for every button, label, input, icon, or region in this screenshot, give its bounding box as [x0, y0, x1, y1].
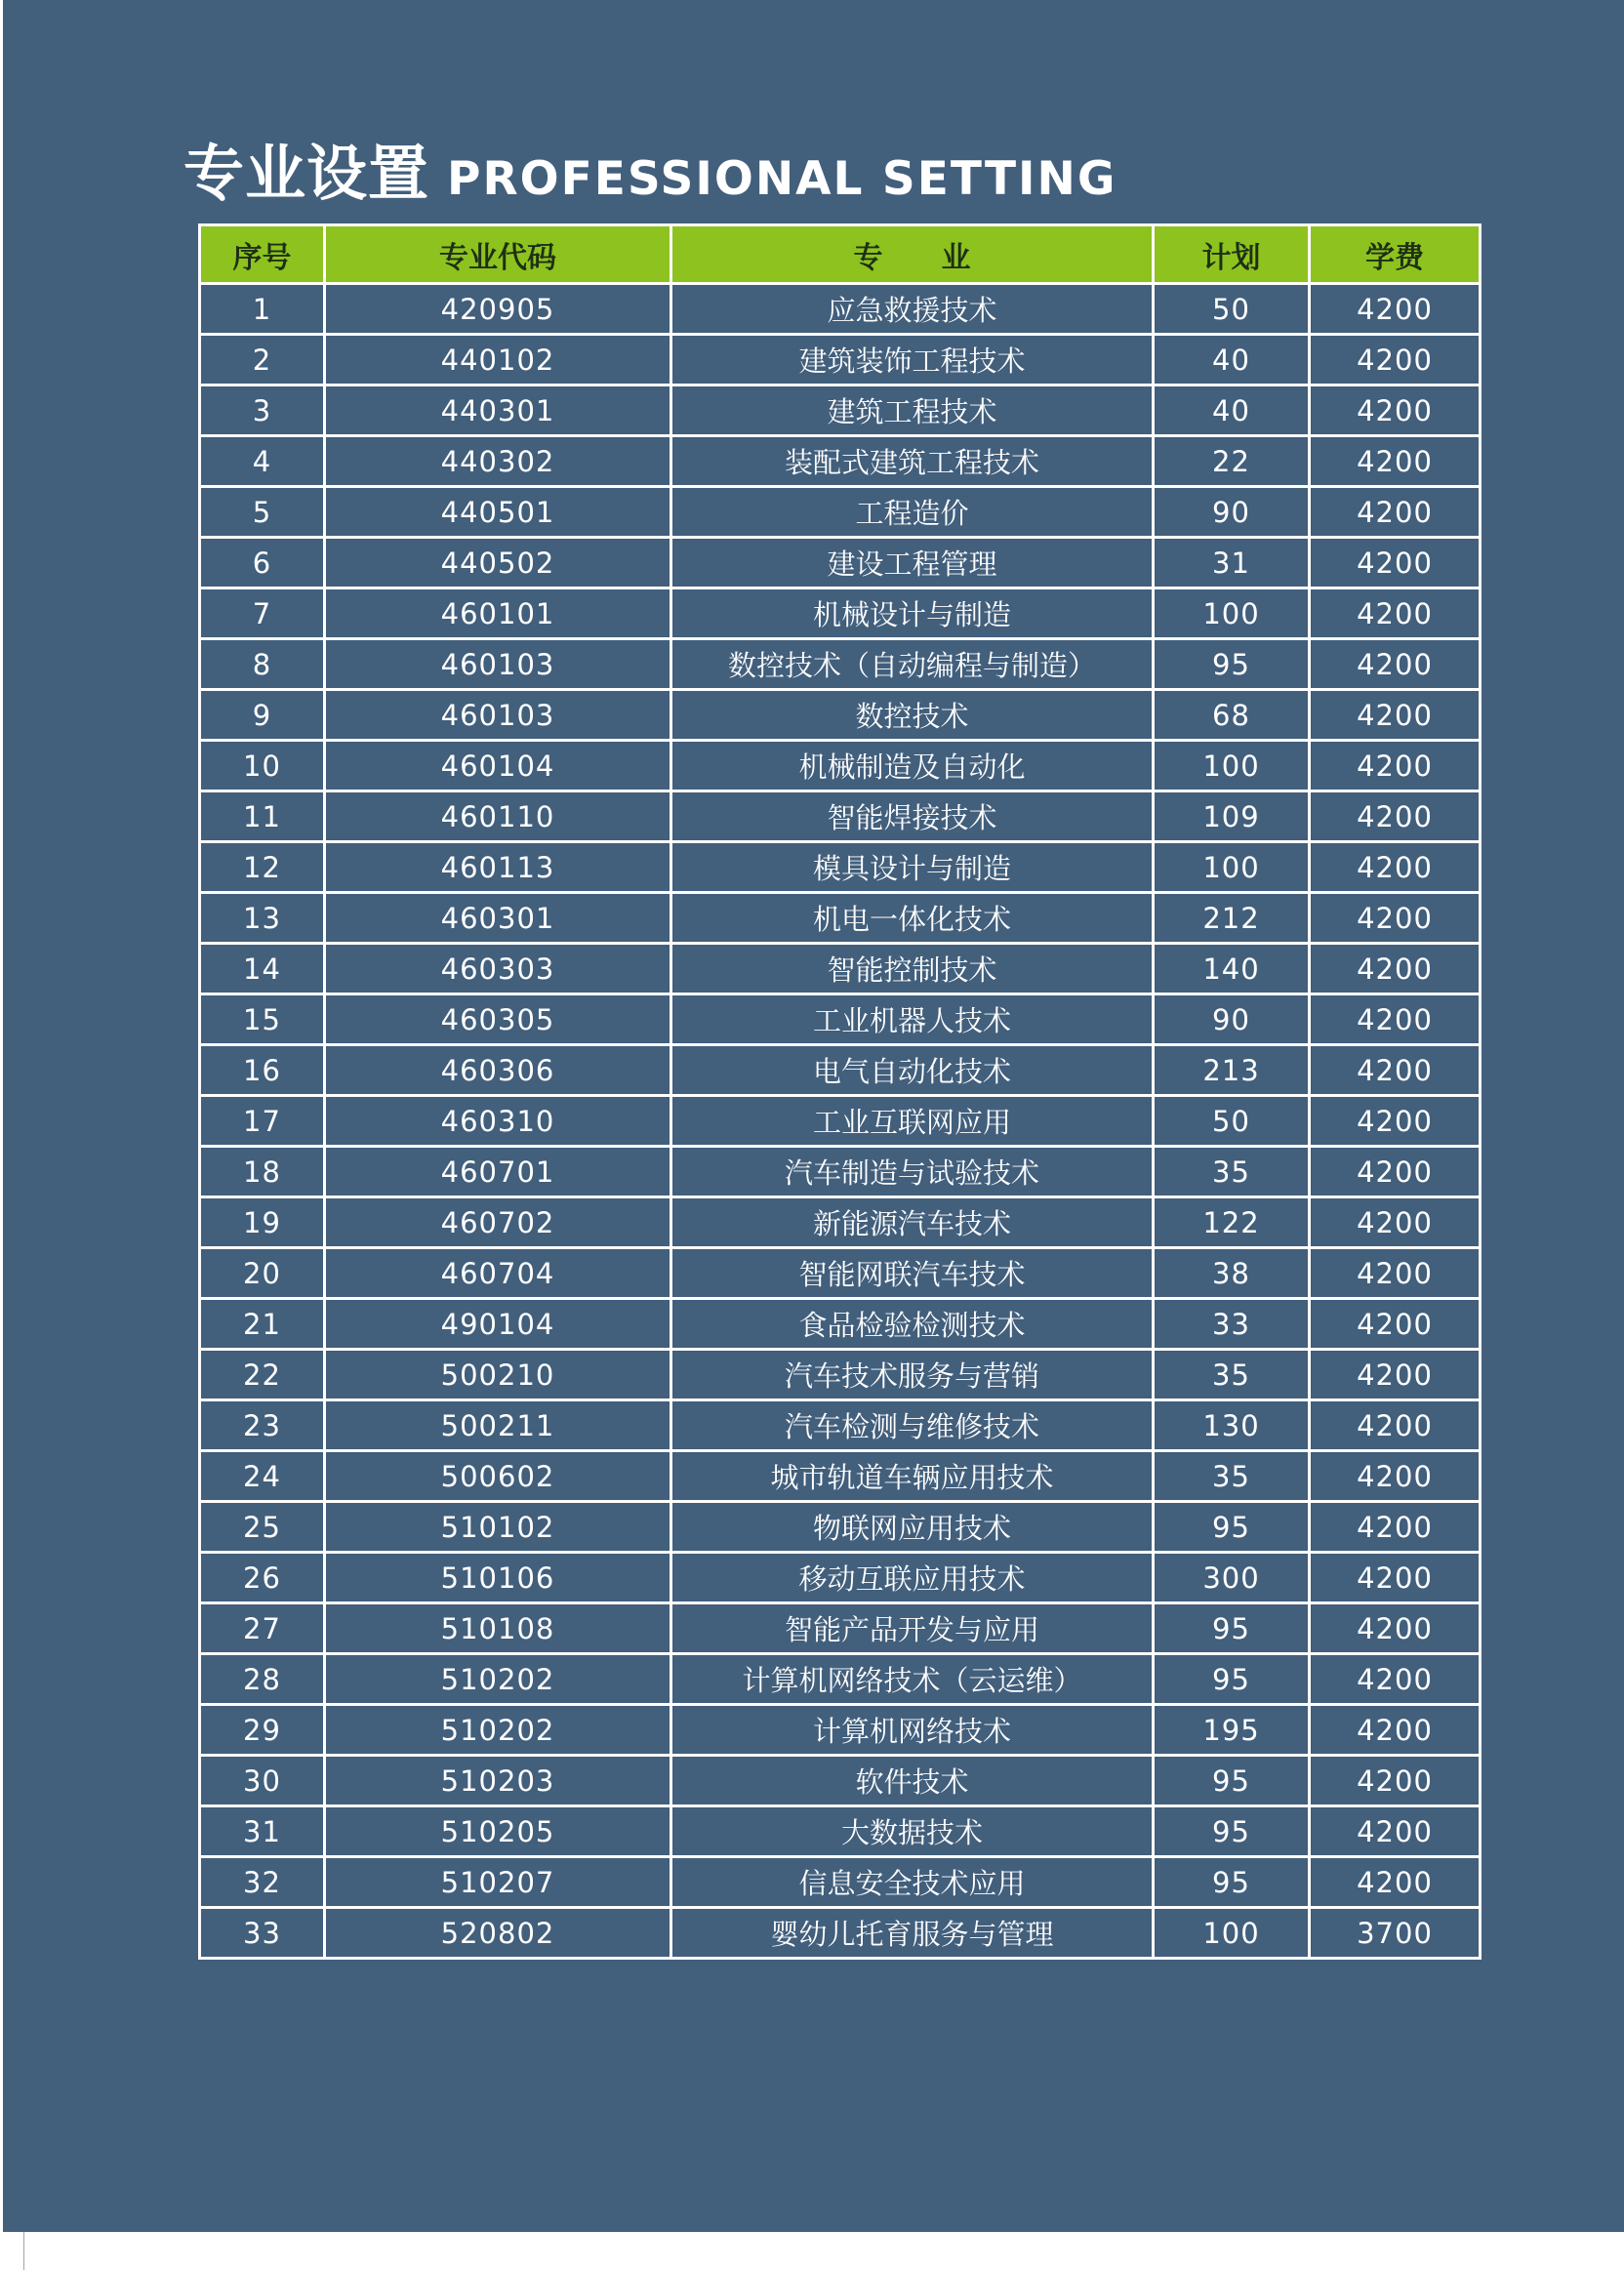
cell-major: 建设工程管理	[671, 538, 1154, 588]
cell-tuition: 4200	[1310, 385, 1481, 436]
cell-code: 420905	[325, 284, 671, 335]
table-row	[200, 791, 1481, 842]
cell-plan: 33	[1154, 1299, 1310, 1350]
cell-plan: 95	[1154, 639, 1310, 690]
table-row	[200, 1654, 1481, 1705]
cell-tuition: 4200	[1310, 284, 1481, 335]
cell-tuition: 4200	[1310, 1502, 1481, 1553]
cell-code: 500602	[325, 1451, 671, 1502]
cell-major: 汽车技术服务与营销	[671, 1350, 1154, 1400]
cell-tuition: 4200	[1310, 893, 1481, 944]
cell-major: 软件技术	[671, 1756, 1154, 1806]
cell-tuition: 4200	[1310, 1806, 1481, 1857]
cell-major: 大数据技术	[671, 1806, 1154, 1857]
title-chinese: 专业设置	[183, 138, 430, 209]
cell-major: 新能源汽车技术	[671, 1197, 1154, 1248]
cell-index: 17	[200, 1096, 325, 1147]
cell-tuition: 4200	[1310, 588, 1481, 639]
cell-major: 婴幼儿托育服务与管理	[671, 1908, 1154, 1959]
cell-tuition: 4200	[1310, 1756, 1481, 1806]
table-row	[200, 1705, 1481, 1756]
cell-index: 21	[200, 1299, 325, 1350]
cell-code: 460103	[325, 639, 671, 690]
cell-plan: 130	[1154, 1400, 1310, 1451]
cell-tuition: 4200	[1310, 1096, 1481, 1147]
table-row	[200, 944, 1481, 994]
cell-tuition: 4200	[1310, 842, 1481, 893]
cell-plan: 95	[1154, 1603, 1310, 1654]
table-row	[200, 1299, 1481, 1350]
cell-plan: 300	[1154, 1553, 1310, 1603]
cell-index: 20	[200, 1248, 325, 1299]
cell-index: 7	[200, 588, 325, 639]
cell-plan: 100	[1154, 741, 1310, 791]
cell-plan: 38	[1154, 1248, 1310, 1299]
cell-index: 13	[200, 893, 325, 944]
cell-index: 30	[200, 1756, 325, 1806]
cell-plan: 35	[1154, 1147, 1310, 1197]
cell-code: 460103	[325, 690, 671, 741]
cell-code: 460110	[325, 791, 671, 842]
cell-code: 460104	[325, 741, 671, 791]
cell-index: 18	[200, 1147, 325, 1197]
cell-code: 510202	[325, 1654, 671, 1705]
cell-plan: 68	[1154, 690, 1310, 741]
table-row	[200, 1908, 1481, 1959]
table-row	[200, 842, 1481, 893]
cell-index: 12	[200, 842, 325, 893]
cell-index: 5	[200, 487, 325, 538]
cell-tuition: 4200	[1310, 1857, 1481, 1908]
cell-code: 520802	[325, 1908, 671, 1959]
cell-code: 460305	[325, 994, 671, 1045]
table-row	[200, 1147, 1481, 1197]
cell-major: 模具设计与制造	[671, 842, 1154, 893]
cell-code: 460101	[325, 588, 671, 639]
cell-plan: 95	[1154, 1756, 1310, 1806]
header-tuition: 学费	[1310, 225, 1481, 284]
cell-plan: 140	[1154, 944, 1310, 994]
cell-major: 电气自动化技术	[671, 1045, 1154, 1096]
cell-plan: 90	[1154, 487, 1310, 538]
table-row	[200, 893, 1481, 944]
cell-plan: 213	[1154, 1045, 1310, 1096]
cell-plan: 50	[1154, 1096, 1310, 1147]
cell-major: 计算机网络技术（云运维）	[671, 1654, 1154, 1705]
cell-tuition: 4200	[1310, 1654, 1481, 1705]
table-row	[200, 538, 1481, 588]
cell-index: 9	[200, 690, 325, 741]
cell-index: 31	[200, 1806, 325, 1857]
cell-code: 440102	[325, 335, 671, 385]
table-row	[200, 1502, 1481, 1553]
table-row	[200, 1553, 1481, 1603]
cell-index: 25	[200, 1502, 325, 1553]
cell-plan: 95	[1154, 1502, 1310, 1553]
cell-major: 智能产品开发与应用	[671, 1603, 1154, 1654]
table-row	[200, 690, 1481, 741]
cell-index: 27	[200, 1603, 325, 1654]
cell-tuition: 3700	[1310, 1908, 1481, 1959]
cell-code: 510203	[325, 1756, 671, 1806]
cell-tuition: 4200	[1310, 1299, 1481, 1350]
cell-index: 29	[200, 1705, 325, 1756]
cell-tuition: 4200	[1310, 487, 1481, 538]
cell-plan: 31	[1154, 538, 1310, 588]
table-row	[200, 335, 1481, 385]
table-row	[200, 385, 1481, 436]
cell-index: 14	[200, 944, 325, 994]
cell-tuition: 4200	[1310, 538, 1481, 588]
cell-tuition: 4200	[1310, 1451, 1481, 1502]
cell-code: 510102	[325, 1502, 671, 1553]
cell-tuition: 4200	[1310, 1045, 1481, 1096]
cell-major: 建筑工程技术	[671, 385, 1154, 436]
cell-code: 440302	[325, 436, 671, 487]
cell-code: 460702	[325, 1197, 671, 1248]
cell-plan: 40	[1154, 335, 1310, 385]
cell-tuition: 4200	[1310, 791, 1481, 842]
cell-tuition: 4200	[1310, 1553, 1481, 1603]
cell-index: 8	[200, 639, 325, 690]
cell-index: 24	[200, 1451, 325, 1502]
cell-major: 智能控制技术	[671, 944, 1154, 994]
cell-major: 移动互联应用技术	[671, 1553, 1154, 1603]
cell-major: 建筑装饰工程技术	[671, 335, 1154, 385]
cell-index: 19	[200, 1197, 325, 1248]
table-row	[200, 1197, 1481, 1248]
cell-code: 510106	[325, 1553, 671, 1603]
cell-major: 汽车检测与维修技术	[671, 1400, 1154, 1451]
cell-tuition: 4200	[1310, 436, 1481, 487]
table-row	[200, 1756, 1481, 1806]
header-index: 序号	[200, 225, 325, 284]
cell-tuition: 4200	[1310, 1197, 1481, 1248]
page-title	[183, 125, 1116, 212]
cell-index: 3	[200, 385, 325, 436]
cell-major: 装配式建筑工程技术	[671, 436, 1154, 487]
table-row	[200, 1451, 1481, 1502]
cell-index: 4	[200, 436, 325, 487]
cell-index: 16	[200, 1045, 325, 1096]
cell-plan: 95	[1154, 1857, 1310, 1908]
table-row	[200, 741, 1481, 791]
title-english: PROFESSIONAL SETTING	[447, 152, 1117, 206]
cell-major: 工业互联网应用	[671, 1096, 1154, 1147]
cell-plan: 22	[1154, 436, 1310, 487]
cell-code: 500210	[325, 1350, 671, 1400]
crop-mark	[23, 2232, 24, 2270]
cell-index: 32	[200, 1857, 325, 1908]
cell-tuition: 4200	[1310, 639, 1481, 690]
cell-tuition: 4200	[1310, 690, 1481, 741]
cell-plan: 109	[1154, 791, 1310, 842]
cell-major: 汽车制造与试验技术	[671, 1147, 1154, 1197]
cell-code: 460701	[325, 1147, 671, 1197]
cell-plan: 100	[1154, 1908, 1310, 1959]
cell-plan: 95	[1154, 1654, 1310, 1705]
cell-plan: 122	[1154, 1197, 1310, 1248]
cell-plan: 35	[1154, 1350, 1310, 1400]
table-row	[200, 1857, 1481, 1908]
cell-major: 机电一体化技术	[671, 893, 1154, 944]
cell-code: 510205	[325, 1806, 671, 1857]
table-row	[200, 284, 1481, 335]
cell-plan: 212	[1154, 893, 1310, 944]
table-row	[200, 588, 1481, 639]
cell-tuition: 4200	[1310, 1147, 1481, 1197]
cell-tuition: 4200	[1310, 1603, 1481, 1654]
cell-major: 数控技术	[671, 690, 1154, 741]
cell-code: 510207	[325, 1857, 671, 1908]
cell-code: 500211	[325, 1400, 671, 1451]
cell-major: 机械制造及自动化	[671, 741, 1154, 791]
cell-plan: 100	[1154, 842, 1310, 893]
cell-major: 食品检验检测技术	[671, 1299, 1154, 1350]
cell-plan: 195	[1154, 1705, 1310, 1756]
table-row	[200, 1096, 1481, 1147]
cell-index: 15	[200, 994, 325, 1045]
cell-code: 490104	[325, 1299, 671, 1350]
cell-index: 33	[200, 1908, 325, 1959]
cell-plan: 100	[1154, 588, 1310, 639]
table-row	[200, 1045, 1481, 1096]
cell-tuition: 4200	[1310, 1350, 1481, 1400]
cell-tuition: 4200	[1310, 944, 1481, 994]
cell-tuition: 4200	[1310, 994, 1481, 1045]
cell-index: 6	[200, 538, 325, 588]
cell-index: 23	[200, 1400, 325, 1451]
cell-index: 26	[200, 1553, 325, 1603]
table-row	[200, 1806, 1481, 1857]
cell-major: 工程造价	[671, 487, 1154, 538]
header-plan: 计划	[1154, 225, 1310, 284]
cell-major: 工业机器人技术	[671, 994, 1154, 1045]
cell-code: 460704	[325, 1248, 671, 1299]
table-row	[200, 487, 1481, 538]
table-body	[200, 284, 1481, 1959]
header-code: 专业代码	[325, 225, 671, 284]
cell-plan: 40	[1154, 385, 1310, 436]
table-row	[200, 436, 1481, 487]
cell-plan: 90	[1154, 994, 1310, 1045]
cell-major: 物联网应用技术	[671, 1502, 1154, 1553]
cell-code: 510108	[325, 1603, 671, 1654]
cell-tuition: 4200	[1310, 1248, 1481, 1299]
cell-code: 460310	[325, 1096, 671, 1147]
cell-plan: 35	[1154, 1451, 1310, 1502]
cell-major: 城市轨道车辆应用技术	[671, 1451, 1154, 1502]
cell-tuition: 4200	[1310, 1400, 1481, 1451]
cell-index: 10	[200, 741, 325, 791]
cell-index: 22	[200, 1350, 325, 1400]
table-row	[200, 994, 1481, 1045]
table-row	[200, 639, 1481, 690]
table-row	[200, 1248, 1481, 1299]
cell-code: 460301	[325, 893, 671, 944]
cell-tuition: 4200	[1310, 741, 1481, 791]
cell-major: 信息安全技术应用	[671, 1857, 1154, 1908]
cell-index: 28	[200, 1654, 325, 1705]
cell-plan: 95	[1154, 1806, 1310, 1857]
table-row	[200, 1350, 1481, 1400]
cell-major: 智能网联汽车技术	[671, 1248, 1154, 1299]
cell-index: 1	[200, 284, 325, 335]
cell-major: 应急救援技术	[671, 284, 1154, 335]
cell-major: 智能焊接技术	[671, 791, 1154, 842]
cell-code: 460306	[325, 1045, 671, 1096]
table-header-row	[200, 225, 1481, 284]
cell-major: 机械设计与制造	[671, 588, 1154, 639]
cell-code: 510202	[325, 1705, 671, 1756]
cell-tuition: 4200	[1310, 335, 1481, 385]
cell-plan: 50	[1154, 284, 1310, 335]
table-row	[200, 1400, 1481, 1451]
cell-code: 440501	[325, 487, 671, 538]
cell-index: 2	[200, 335, 325, 385]
header-major: 专 业	[671, 225, 1154, 284]
cell-major: 数控技术（自动编程与制造）	[671, 639, 1154, 690]
cell-major: 计算机网络技术	[671, 1705, 1154, 1756]
cell-code: 460303	[325, 944, 671, 994]
table-row	[200, 1603, 1481, 1654]
cell-tuition: 4200	[1310, 1705, 1481, 1756]
majors-table	[198, 223, 1482, 1960]
cell-code: 440502	[325, 538, 671, 588]
cell-code: 440301	[325, 385, 671, 436]
cell-code: 460113	[325, 842, 671, 893]
cell-index: 11	[200, 791, 325, 842]
